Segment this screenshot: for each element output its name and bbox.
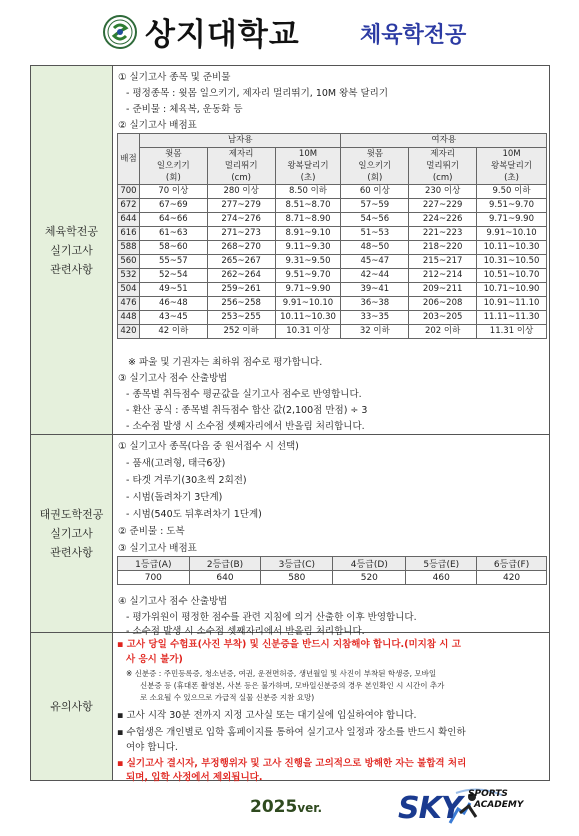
notice-section-content — [114, 633, 549, 783]
university-name: 상지대학교 — [145, 17, 300, 53]
score-row — [118, 255, 547, 269]
tkd-grade-table — [117, 556, 547, 585]
version-label — [250, 797, 322, 817]
pe-label-line: 실기고사 — [50, 243, 93, 257]
notice-disqualification: ▪ 실기고사 결시자, 부정행위자 및 고사 진행을 고의적으로 방해한 자는 불합격 처리 — [117, 758, 467, 769]
pe-calc-line: - 종목별 취득점수 평균값을 실기고사 점수로 반영합니다. — [126, 389, 362, 400]
requirement-cell: 54~56 — [341, 213, 409, 227]
event-header-line: (회) — [367, 173, 383, 183]
pe-prep: - 준비물 : 체육복, 운동화 등 — [126, 104, 243, 115]
score-row — [118, 213, 547, 227]
requirement-cell: 9.11~9.30 — [275, 241, 341, 255]
notice-id-note: 로 소요될 수 있으므로 가급적 실물 신분증 지참 요망) — [140, 693, 315, 702]
notice-arrival: ▪ 고사 시작 30분 전까지 지정 고사실 또는 대기실에 입실하여야 합니다. — [117, 710, 417, 721]
score-row — [118, 297, 547, 311]
requirement-cell: 203~205 — [409, 311, 477, 325]
event-column-header — [409, 148, 477, 185]
requirement-cell: 9.71~9.90 — [477, 213, 547, 227]
pe-label-line: 관련사항 — [50, 262, 93, 276]
taekwondo-label-line: 태권도학전공 — [39, 508, 104, 521]
requirement-cell: 57~59 — [341, 199, 409, 213]
notice-admit-card: ▪ 고사 당일 수험표(사진 부착) 및 신분증을 반드시 지참해야 합니다.(미지참 시 고 — [117, 639, 461, 650]
requirement-cell: 46~48 — [139, 297, 207, 311]
grade-header-cell: 5등급(E) — [406, 557, 477, 571]
requirement-cell: 252 이하 — [207, 325, 275, 339]
taekwondo-section — [31, 435, 549, 637]
score-value: 560 — [118, 255, 140, 269]
score-row — [118, 227, 547, 241]
tkd-option: - 시범(540도 뒤후려차기 1단계) — [126, 509, 262, 520]
requirement-cell: 10.11~10.30 — [477, 241, 547, 255]
notice-id-note: ※ 신분증 : 주민등록증, 청소년증, 여권, 운전면허증, 생년월일 및 사진이 부착된 학생증, 모바일 — [126, 669, 437, 678]
requirement-cell: 52~54 — [139, 269, 207, 283]
grade-header-cell: 4등급(D) — [333, 557, 406, 571]
notice-disqualification-cont: 되며, 입학 사정에서 제외됩니다. — [126, 772, 263, 783]
event-header-line: 멀리뛰기 — [224, 161, 258, 171]
event-header-line: 윗몸 — [366, 149, 384, 159]
pe-item3-title: ③ 실기고사 점수 산출방법 — [118, 373, 228, 384]
notice-section-label: 유의사항 — [31, 633, 113, 780]
male-header: 남자용 — [139, 134, 341, 148]
requirement-cell: 8.91~9.10 — [275, 227, 341, 241]
version-suffix: ver. — [297, 801, 323, 815]
score-row — [118, 269, 547, 283]
pe-item2-title: ② 실기고사 배점표 — [118, 120, 197, 131]
requirement-cell: 8.71~8.90 — [275, 213, 341, 227]
grade-score-cell: 700 — [118, 571, 190, 585]
requirement-cell: 259~261 — [207, 283, 275, 297]
requirement-cell: 256~258 — [207, 297, 275, 311]
pe-item1-title: ① 실기고사 종목 및 준비물 — [118, 72, 231, 83]
pe-label-line: 체육학전공 — [44, 224, 99, 238]
event-header-line: 10M — [298, 149, 318, 159]
requirement-cell: 221~223 — [409, 227, 477, 241]
event-header-line: 왕복달리기 — [490, 161, 533, 171]
tkd-item4-title: ④ 실기고사 점수 산출방법 — [118, 596, 228, 607]
requirement-cell: 271~273 — [207, 227, 275, 241]
sky-logo-sports: SPORTS — [468, 789, 508, 799]
taekwondo-label-line: 관련사항 — [50, 546, 93, 559]
score-value: 672 — [118, 199, 140, 213]
grade-header-cell: 6등급(F) — [477, 557, 547, 571]
pe-section-content — [114, 66, 549, 434]
requirement-cell: 9.91~10.10 — [477, 227, 547, 241]
notice-admit-card-cont: 사 응시 불가) — [126, 654, 183, 665]
requirement-cell: 33~35 — [341, 311, 409, 325]
requirement-cell: 55~57 — [139, 255, 207, 269]
tkd-option: - 시범(돌려차기 3단계) — [126, 492, 223, 503]
taekwondo-label-line: 실기고사 — [50, 527, 93, 540]
tkd-calc-line: - 소수점 발생 시 소수점 셋째자리에서 반올림 처리합니다. — [126, 626, 365, 637]
grade-score-cell: 640 — [189, 571, 261, 585]
notice-schedule-cont: 여야 합니다. — [126, 742, 178, 753]
requirement-cell: 36~38 — [341, 297, 409, 311]
requirement-cell: 206~208 — [409, 297, 477, 311]
requirement-cell: 227~229 — [409, 199, 477, 213]
requirement-cell: 9.50 이하 — [477, 185, 547, 199]
event-header-line: 제자리 — [430, 149, 455, 159]
requirement-cell: 280 이상 — [207, 185, 275, 199]
score-row — [118, 241, 547, 255]
requirement-cell: 277~279 — [207, 199, 275, 213]
notice-schedule: ▪ 수험생은 개인별로 입학 홈페이지를 통하여 실기고사 일정과 장소를 반드시 확인하 — [117, 727, 466, 738]
event-header-line: 10M — [502, 149, 521, 159]
requirement-cell: 10.51~10.70 — [477, 269, 547, 283]
score-value: 420 — [118, 325, 140, 339]
requirement-cell: 265~267 — [207, 255, 275, 269]
requirement-cell: 10.31~10.50 — [477, 255, 547, 269]
requirement-cell: 58~60 — [139, 241, 207, 255]
score-value: 616 — [118, 227, 140, 241]
pe-events: - 평정종목 : 윗몸 일으키기, 제자리 멀리뛰기, 10M 왕복 달리기 — [126, 88, 389, 99]
event-header-line: 왕복달리기 — [287, 161, 329, 171]
score-row — [118, 283, 547, 297]
requirement-cell: 67~69 — [139, 199, 207, 213]
event-column-header — [341, 148, 409, 185]
requirement-cell: 45~47 — [341, 255, 409, 269]
requirement-cell: 8.50 이하 — [275, 185, 341, 199]
pe-calc-line: - 소수점 발생 시 소수점 셋째자리에서 반올림 처리합니다. — [126, 421, 365, 432]
pe-note: ※ 파울 및 기권자는 최하위 점수로 평가합니다. — [128, 357, 323, 368]
score-value: 504 — [118, 283, 140, 297]
sky-sports-academy-logo — [398, 783, 524, 829]
requirement-cell: 218~220 — [409, 241, 477, 255]
event-header-line: (회) — [165, 173, 181, 183]
requirement-cell: 49~51 — [139, 283, 207, 297]
score-table-body — [118, 185, 547, 339]
grade-header-cell: 3등급(C) — [261, 557, 333, 571]
event-header-line: (초) — [504, 173, 519, 183]
page-header — [0, 0, 579, 62]
version-year: 2025 — [250, 797, 298, 817]
taekwondo-section-label — [31, 435, 113, 632]
score-value: 644 — [118, 213, 140, 227]
notice-id-note: 신분증 등 (휴대폰 촬영본, 사본 등은 불가하며, 모바일신분증의 경우 본인확인 시 시간이 추가 — [140, 681, 445, 690]
department-name: 체육학전공 — [360, 23, 467, 48]
requirement-cell: 11.11~11.30 — [477, 311, 547, 325]
requirement-cell: 268~270 — [207, 241, 275, 255]
pe-calc-line: - 환산 공식 : 종목별 취득점수 합산 값(2,100점 만점) ÷ 3 — [126, 405, 368, 416]
tkd-option: - 타겟 겨루기(30초씩 2회전) — [126, 475, 247, 486]
grade-score-cell: 580 — [261, 571, 333, 585]
score-value: 700 — [118, 185, 140, 199]
requirement-cell: 9.31~9.50 — [275, 255, 341, 269]
sky-logo-academy: ACADEMY — [474, 800, 524, 810]
requirement-cell: 9.51~9.70 — [477, 199, 547, 213]
requirement-cell: 64~66 — [139, 213, 207, 227]
requirement-cell: 51~53 — [341, 227, 409, 241]
requirement-cell: 253~255 — [207, 311, 275, 325]
notice-section — [31, 633, 549, 783]
event-column-header — [477, 148, 547, 185]
score-value: 588 — [118, 241, 140, 255]
grade-score-cell: 420 — [477, 571, 547, 585]
tkd-item2-title: ② 준비물 : 도복 — [118, 526, 185, 537]
score-row — [118, 199, 547, 213]
taekwondo-section-content — [114, 435, 549, 637]
grade-header-cell: 1등급(A) — [118, 557, 190, 571]
pe-section-label — [31, 66, 113, 434]
requirement-cell: 10.91~11.10 — [477, 297, 547, 311]
requirement-cell: 209~211 — [409, 283, 477, 297]
requirement-cell: 32 이하 — [341, 325, 409, 339]
pe-section — [31, 66, 549, 435]
grade-score-row — [118, 571, 547, 585]
score-value: 476 — [118, 297, 140, 311]
female-header: 여자용 — [341, 134, 547, 148]
grade-score-cell: 460 — [406, 571, 477, 585]
requirement-cell: 11.31 이상 — [477, 325, 547, 339]
requirement-cell: 9.71~9.90 — [275, 283, 341, 297]
requirement-cell: 202 이하 — [409, 325, 477, 339]
event-header-line: 멀리뛰기 — [426, 161, 460, 171]
event-header-line: 윗몸 — [165, 149, 182, 159]
requirement-cell: 224~226 — [409, 213, 477, 227]
requirement-cell: 48~50 — [341, 241, 409, 255]
requirement-cell: 10.71~10.90 — [477, 283, 547, 297]
tkd-option: - 품새(고려형, 태극6장) — [126, 458, 226, 469]
requirement-cell: 39~41 — [341, 283, 409, 297]
requirement-cell: 61~63 — [139, 227, 207, 241]
requirement-cell: 212~214 — [409, 269, 477, 283]
requirement-cell: 215~217 — [409, 255, 477, 269]
grade-score-cell: 520 — [333, 571, 406, 585]
event-header-line: (cm) — [231, 173, 251, 183]
requirement-cell: 8.51~8.70 — [275, 199, 341, 213]
score-value: 448 — [118, 311, 140, 325]
sky-logo-text: SKY — [398, 791, 462, 826]
requirement-cell: 10.11~10.30 — [275, 311, 341, 325]
admission-info-table — [30, 65, 550, 781]
score-row — [118, 325, 547, 339]
tkd-calc-line: - 평가위원이 평정한 점수를 관련 지침에 의거 산출한 이후 반영합니다. — [126, 612, 417, 623]
score-column-header: 배점 — [118, 134, 140, 185]
university-emblem-icon — [103, 15, 137, 49]
requirement-cell: 43~45 — [139, 311, 207, 325]
score-value: 532 — [118, 269, 140, 283]
event-header-line: 일으키기 — [358, 161, 392, 171]
requirement-cell: 10.31 이상 — [275, 325, 341, 339]
event-header-line: (cm) — [432, 173, 453, 183]
event-header-line: 일으키기 — [156, 161, 190, 171]
requirement-cell: 230 이상 — [409, 185, 477, 199]
requirement-cell: 70 이상 — [139, 185, 207, 199]
grade-header-row — [118, 557, 547, 571]
requirement-cell: 262~264 — [207, 269, 275, 283]
event-column-header — [275, 148, 341, 185]
score-row — [118, 311, 547, 325]
requirement-cell: 274~276 — [207, 213, 275, 227]
pe-score-table — [117, 133, 547, 339]
requirement-cell: 42~44 — [341, 269, 409, 283]
requirement-cell: 9.91~10.10 — [275, 297, 341, 311]
requirement-cell: 42 이하 — [139, 325, 207, 339]
event-column-header — [207, 148, 275, 185]
score-row — [118, 185, 547, 199]
grade-header-cell: 2등급(B) — [189, 557, 261, 571]
tkd-item3-title: ③ 실기고사 배점표 — [118, 543, 197, 554]
event-column-header — [139, 148, 207, 185]
event-header-line: 제자리 — [228, 149, 254, 159]
event-header-line: (초) — [300, 173, 316, 183]
requirement-cell: 60 이상 — [341, 185, 409, 199]
tkd-item1-title: ① 실기고사 종목(다음 중 원서접수 시 선택) — [118, 441, 299, 452]
requirement-cell: 9.51~9.70 — [275, 269, 341, 283]
event-header-row — [118, 148, 547, 185]
